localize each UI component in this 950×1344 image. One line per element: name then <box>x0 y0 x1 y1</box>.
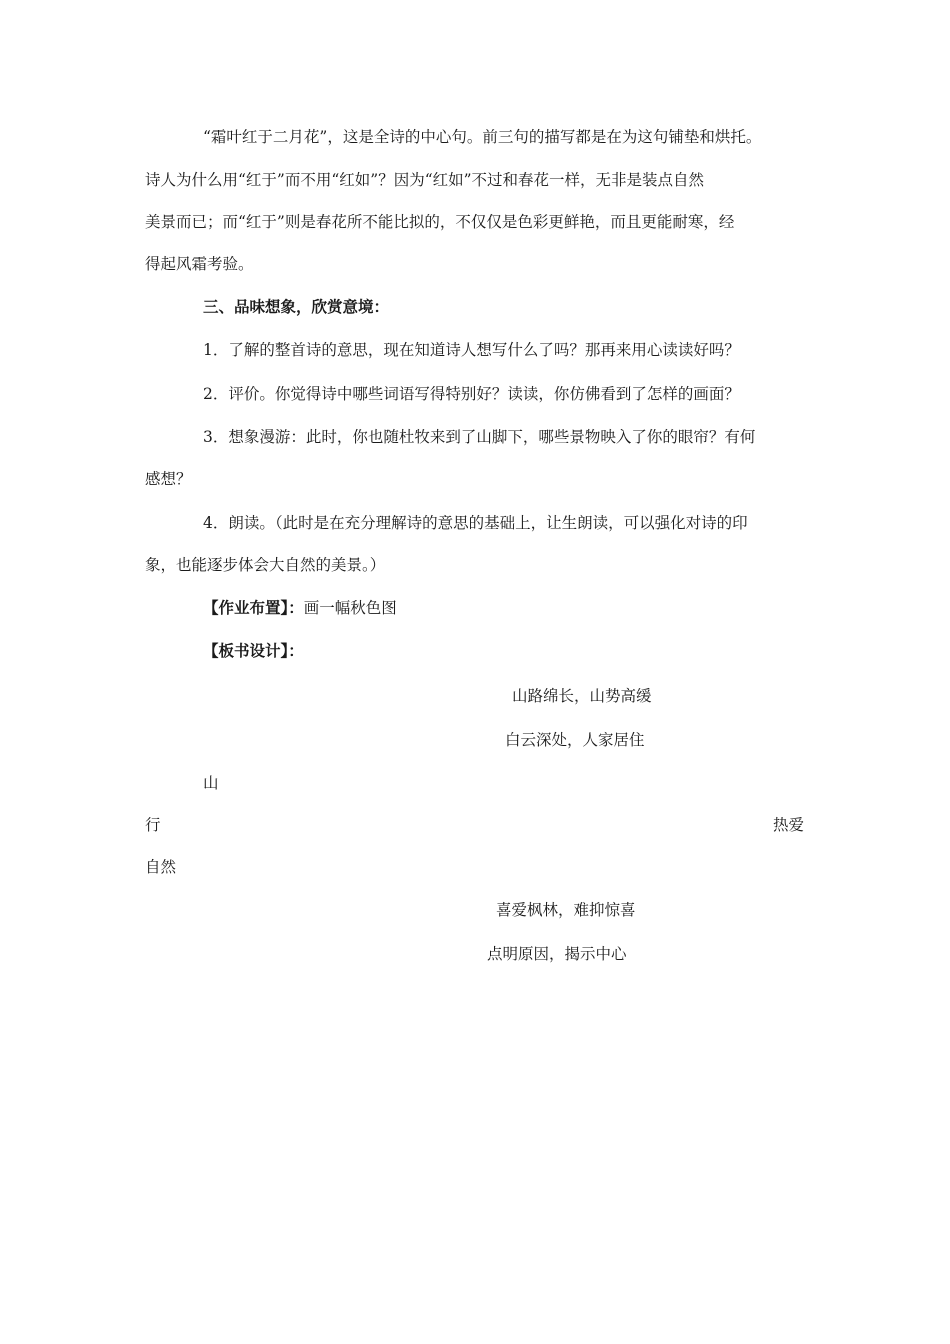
section-heading: 三、品味想象，欣赏意境： <box>203 298 390 316</box>
board-right-line-3: 喜爱枫林，难抑惊喜 <box>496 901 636 919</box>
board-title-part-2: 行 <box>145 816 161 834</box>
board-right-line-2: 白云深处，人家居住 <box>505 731 645 749</box>
paragraph-line-2: 诗人为什么用“红于”而不用“红如”？因为“红如”不过和春花一样，无非是装点自然 <box>145 171 705 189</box>
homework-line <box>203 598 397 618</box>
list-item-3-line-1: 3．想象漫游：此时，你也随杜牧来到了山脚下，哪些景物映入了你的眼帘？有何 <box>203 428 756 446</box>
paragraph-line-3: 美景而已；而“红于”则是春花所不能比拟的，不仅仅是色彩更鲜艳，而且更能耐寒，经 <box>145 213 735 231</box>
paragraph-line-1: “霜叶红于二月花”，这是全诗的中心句。前三句的描写都是在为这句铺垫和烘托。 <box>203 128 762 146</box>
homework-text: 画一幅秋色图 <box>303 599 397 617</box>
board-right-line-4: 点明原因，揭示中心 <box>487 945 627 963</box>
list-item-3-line-2: 感想？ <box>145 470 192 488</box>
list-item-4-line-1: 4．朗读。（此时是在充分理解诗的意思的基础上，让生朗读，可以强化对诗的印 <box>203 514 748 532</box>
board-theme-part-2: 自然 <box>145 858 177 876</box>
board-theme-part-1: 热爱 <box>773 816 805 834</box>
list-item-1: 1．了解的整首诗的意思，现在知道诗人想写什么了吗？那再来用心读读好吗？ <box>203 341 740 359</box>
board-title-part-1: 山 <box>203 774 219 792</box>
homework-label: 【作业布置】： <box>203 599 304 617</box>
list-item-4-line-2: 象，也能逐步体会大自然的美景。） <box>145 556 386 574</box>
board-right-line-1: 山路绵长，山势高缓 <box>512 687 652 705</box>
paragraph-line-4: 得起风霜考验。 <box>145 255 254 273</box>
board-design-label: 【板书设计】： <box>203 642 304 660</box>
list-item-2: 2．评价。你觉得诗中哪些词语写得特别好？读读，你仿佛看到了怎样的画面？ <box>203 385 740 403</box>
